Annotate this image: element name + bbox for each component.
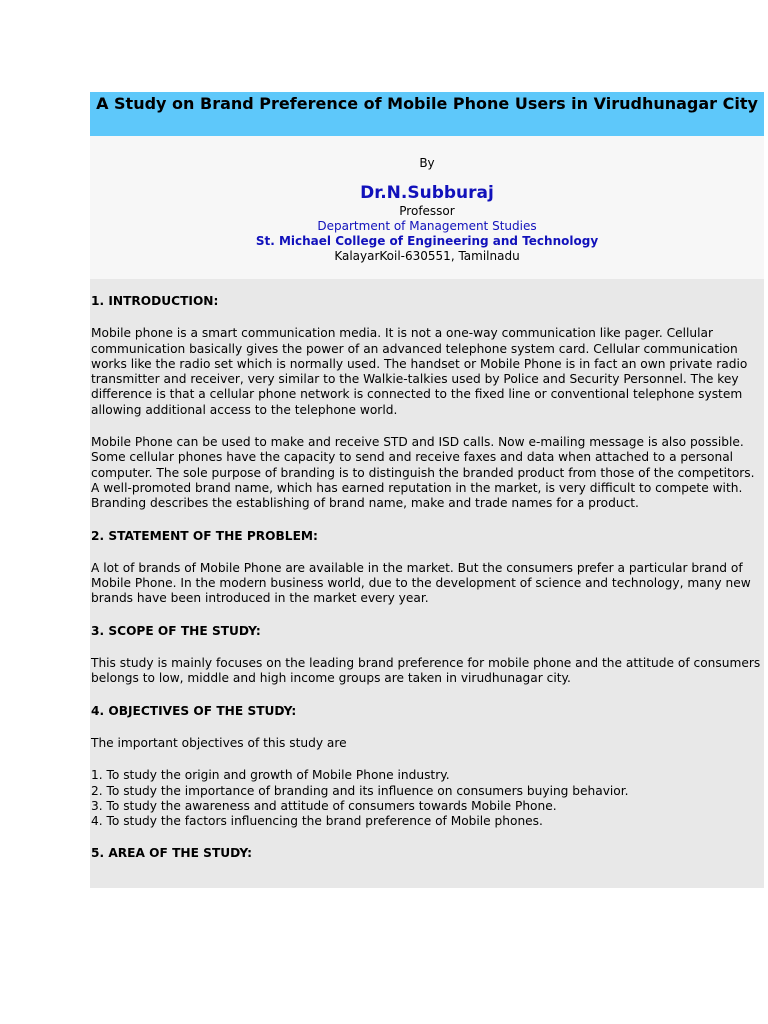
section-heading-objectives: 4. OBJECTIVES OF THE STUDY: (91, 703, 297, 718)
department-name: Department of Management Studies (317, 219, 537, 233)
author-name: Dr.N.Subburaj (360, 183, 494, 203)
introduction-paragraph-2: Mobile Phone can be used to make and receive STD and ISD calls. Now e-mailing message is also possible. Some cellular phones have the capacity to send and receive faxes and data when attached to a personal computer. The sole purpose of branding is to distinguish the branded product from those of the competitors. A well-promoted brand name, which has earned reputation in the market, is very difficult to compete with. Branding describes the establishing of brand name, make and trade names for a product. (91, 435, 755, 511)
section-heading-introduction: 1. INTRODUCTION: (91, 294, 219, 308)
college-name: St. Michael College of Engineering and Technology (255, 234, 599, 248)
section-heading-scope: 3. SCOPE OF THE STUDY: (91, 623, 261, 638)
byline-block (90, 136, 764, 280)
list-item: 4. To study the factors influencing the brand preference of Mobile phones. (91, 814, 543, 829)
list-item: 1. To study the origin and growth of Mobile Phone industry. (91, 768, 450, 783)
article (90, 92, 764, 888)
section-heading-problem: 2. STATEMENT OF THE PROBLEM: (91, 528, 318, 543)
title-band (90, 92, 764, 136)
by-label: By (419, 156, 435, 170)
list-item: 2. To study the importance of branding and its influence on consumers buying behavior. (91, 783, 629, 798)
problem-paragraph: A lot of brands of Mobile Phone are available in the market. But the consumers prefer a particular brand of Mobile Phone. In the modern business world, due to the development of science and technology, many new brands have been introduced in the market every year. (91, 560, 751, 606)
introduction-paragraph-1: Mobile phone is a smart communication media. It is not a one-way communication like pager. Cellular communication basically gives the power of an advanced telephone system card. Cellular communication works like the radio set which is normally used. The handset or Mobile Phone is in fact an own private radio transmitter and receiver, very similar to the Walkie-talkies used by Police and Security Personnel. The key difference is that a cellular phone network is connected to the fixed line or conventional telephone system allowing additional access to the telephone world. (91, 326, 748, 417)
college-address: KalayarKoil-630551, Tamilnadu (334, 249, 520, 263)
scope-paragraph: This study is mainly focuses on the leading brand preference for mobile phone and the attitude of consumers belongs to low, middle and high income groups are taken in virudhunagar city. (91, 656, 761, 686)
objectives-list (91, 768, 762, 829)
list-item: 3. To study the awareness and attitude of consumers towards Mobile Phone. (91, 798, 557, 813)
objectives-intro: The important objectives of this study are (91, 735, 347, 750)
section-heading-area: 5. AREA OF THE STUDY: (91, 846, 253, 861)
article-body (90, 280, 764, 888)
author-designation: Professor (399, 204, 455, 218)
article-title: A Study on Brand Preference of Mobile Phone Users in Virudhunagar City (96, 94, 758, 113)
